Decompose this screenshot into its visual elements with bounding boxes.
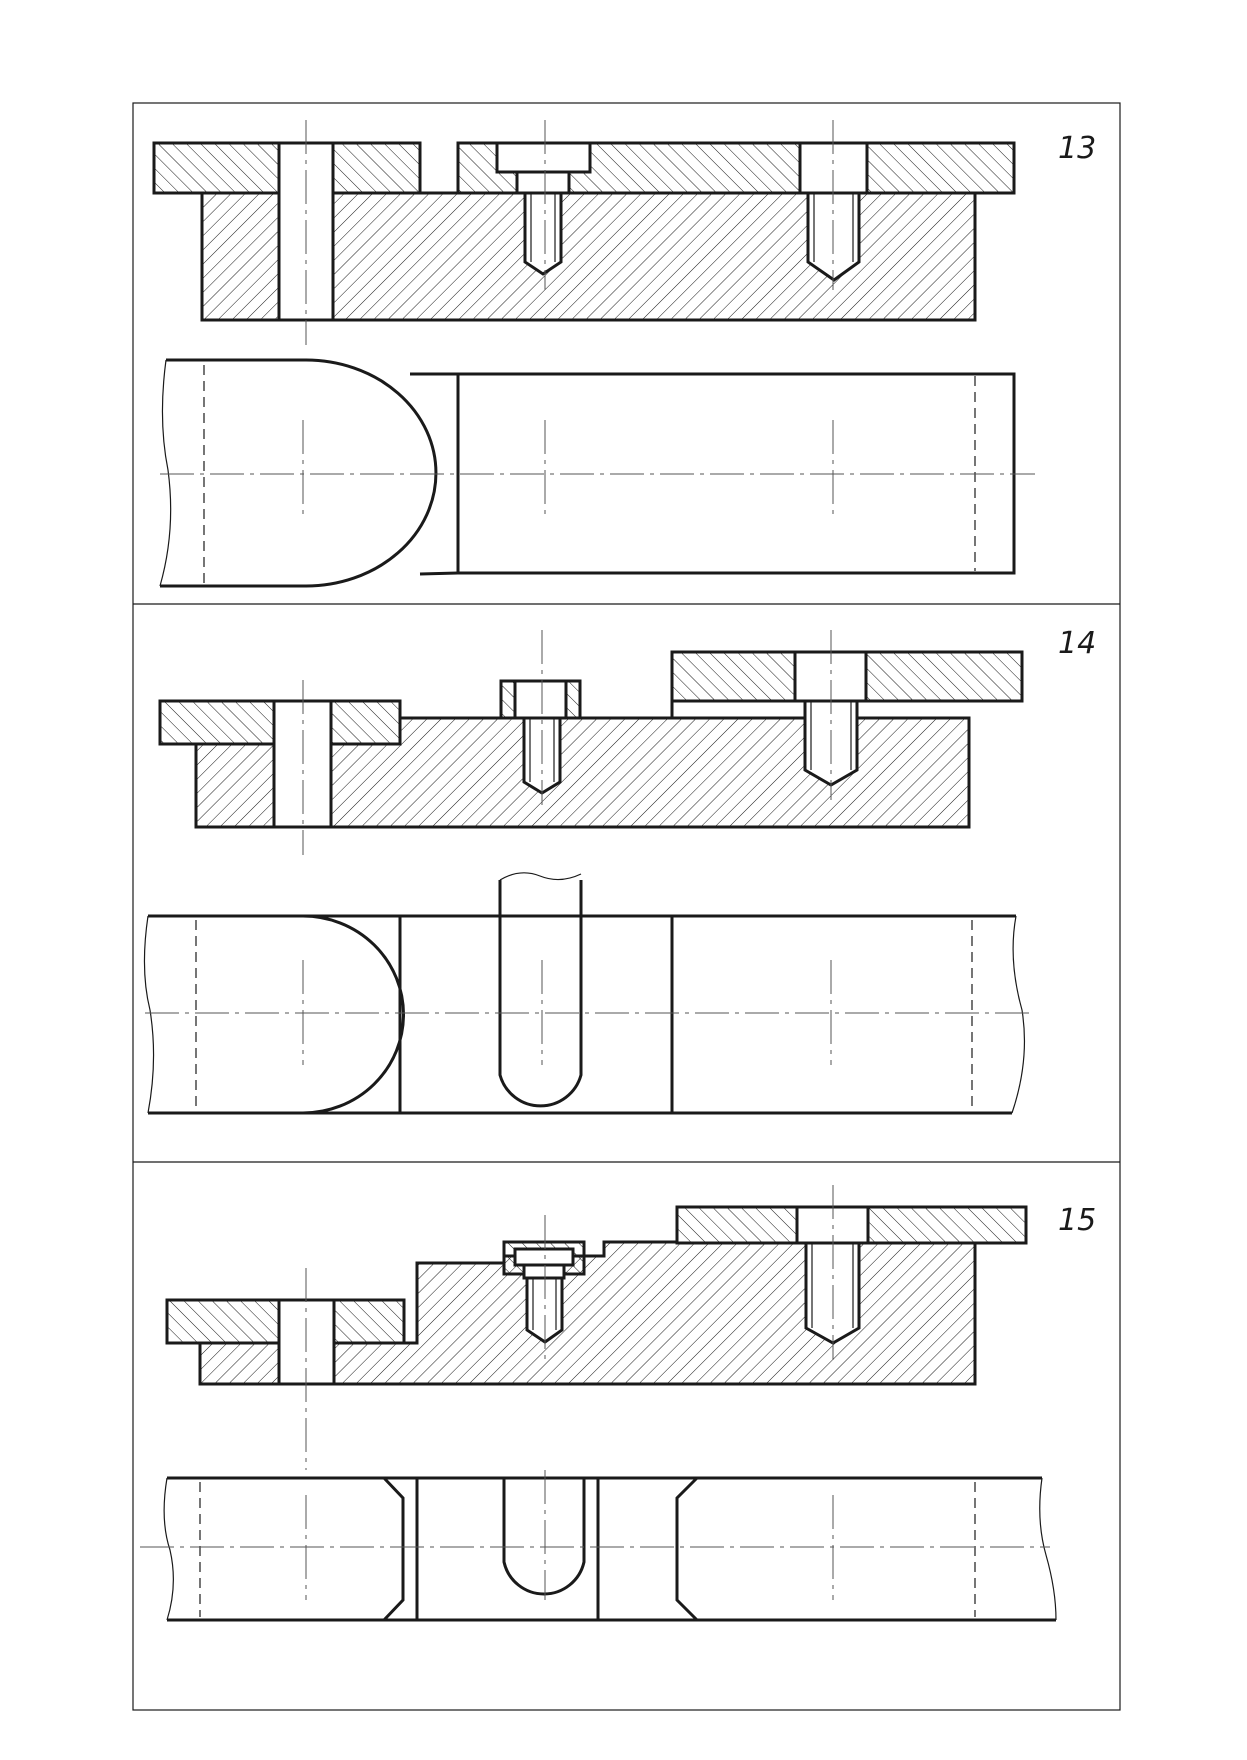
figure-13-number: 13 — [1058, 131, 1097, 166]
figure-15-number: 15 — [1058, 1203, 1097, 1238]
figure-13-plan — [160, 360, 1035, 586]
figure-15 — [140, 1185, 1096, 1620]
figure-14 — [144, 626, 1096, 1113]
figure-13 — [154, 120, 1096, 586]
figure-14-section — [160, 630, 1022, 855]
figure-15-plan — [140, 1470, 1056, 1620]
sheet-frame — [133, 103, 1120, 1710]
figure-14-number: 14 — [1058, 626, 1097, 661]
figure-15-section — [167, 1185, 1026, 1470]
figure-14-plan — [144, 873, 1030, 1113]
figure-13-section — [154, 120, 1014, 345]
